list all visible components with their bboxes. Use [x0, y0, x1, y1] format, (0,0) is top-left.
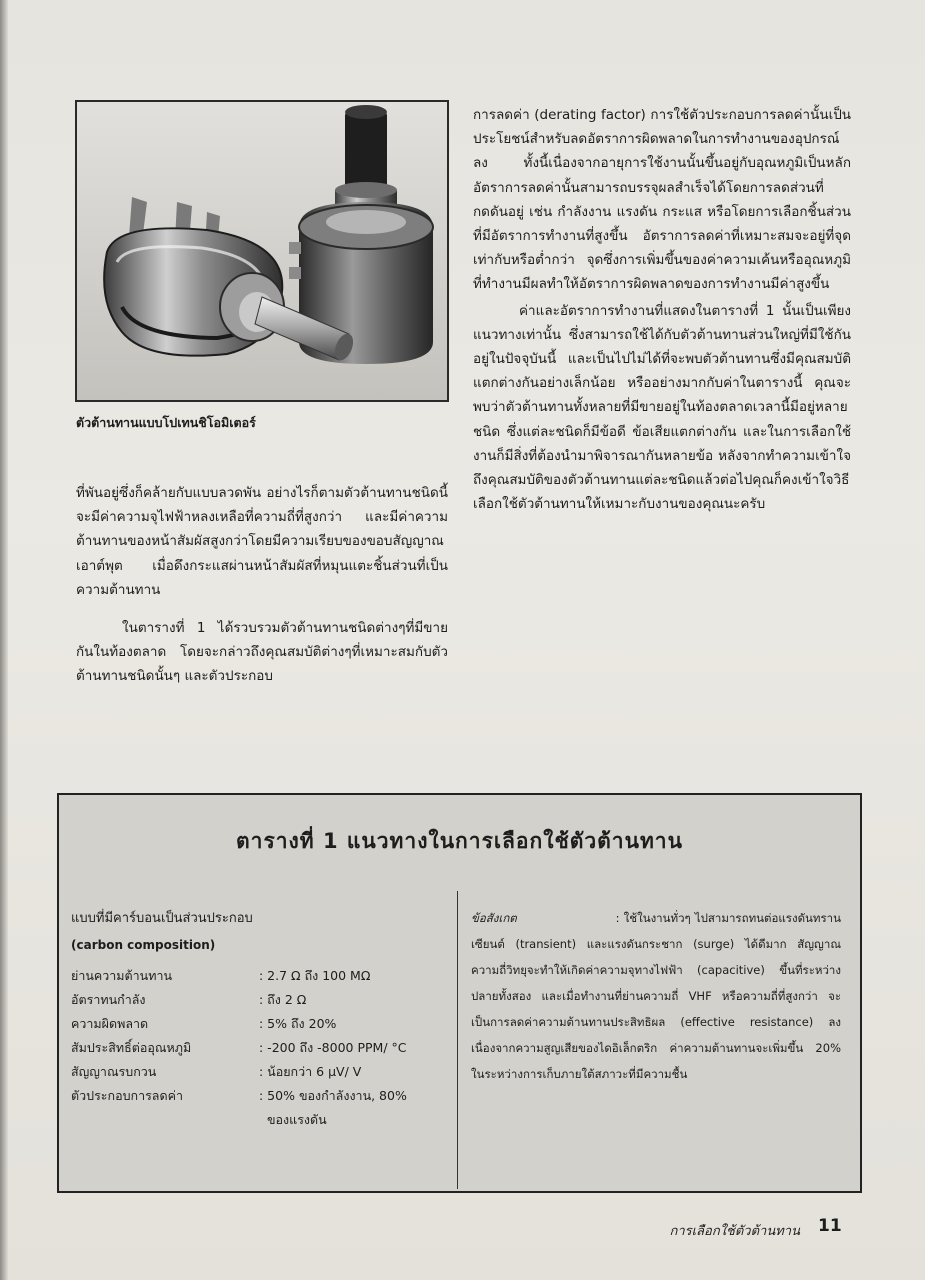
spec-value: : 5% ถึง 20% — [259, 1016, 337, 1031]
notes-panel — [471, 905, 841, 1087]
spec-value: : 2.7 Ω ถึง 100 MΩ — [259, 968, 371, 983]
right-text-column — [473, 103, 851, 516]
spec-value: : น้อยกว่า 6 μV/ V — [259, 1064, 362, 1079]
spec-row — [71, 1084, 456, 1108]
spec-row — [71, 988, 456, 1012]
spec-label: สัมประสิทธิ์ต่ออุณหภูมิ — [71, 1040, 192, 1055]
paragraph: ค่าและอัตราการทำงานที่แสดงในตารางที่ 1 นั้นเป็นเพียงแนวทางเท่านั้น ซึ่งสามารถใช้ได้กับตัวต้านทานส่วนใหญ่ที่มีใช้กันอยู่ในปัจจุบันนี้ และเป็นไปไม่ได้ที่จะพบตัวต้านทานซึ่งมีคุณสมบัติแตกต่างกันอย่างเล็กน้อย หรืออย่างมากกับค่าในตารางนี้ คุณจะพบว่าตัวต้านทานทั้งหลายที่มีขายอยู่ในท้องตลาดเวลานี้มีอยู่หลายชนิด ซึ่งแต่ละชนิดก็มีข้อดี ข้อเสียแตกต่างกัน และในการเลือกใช้งานก็มีสิ่งที่ต้องนำมาพิจารณากันหลายข้อ หลังจากทำความเข้าใจถึงคุณสมบัติของตัวต้านทานแต่ละชนิดแล้วต่อไปคุณก็คงเข้าใจวิธีเลือกใช้ตัวต้านทานให้เหมาะกับงานของคุณนะครับ — [473, 302, 851, 513]
paragraph: ในตารางที่ 1 ได้รวบรวมตัวต้านทานชนิดต่างๆที่มีขายกันในท้องตลาด โดยจะกล่าวถึงคุณสมบัติต่างๆที่เหมาะสมกับตัวต้านทานชนิดนั้นๆ และตัวประกอบ — [76, 620, 448, 685]
page-number: 11 — [818, 1216, 842, 1236]
notes-label: ข้อสังเกต — [471, 911, 517, 925]
paragraph: ที่พันอยู่ซึ่งก็คล้ายกับแบบลวดพัน อย่างไรก็ตามตัวต้านทานชนิดนี้จะมีค่าความจุไฟฟ้าหลงเหลือที่ความถี่ที่สูงกว่า และมีค่าความต้านทานของหน้าสัมผัสสูงกว่าโดยมีความเรียบของขอบสัญญาณเอาต์พุต เมื่อดึงกระแสผ่านหน้าสัมผัสที่หมุนแตะชิ้นส่วนที่เป็นความต้านทาน — [76, 485, 448, 598]
photo-caption: ตัวต้านทานแบบโปเทนชิโอมิเตอร์ — [76, 415, 256, 430]
spec-label: ความผิดพลาด — [71, 1016, 149, 1031]
table-title: ตารางที่ 1 แนวทางในการเลือกใช้ตัวต้านทาน — [236, 829, 683, 853]
running-title: การเลือกใช้ตัวต้านทาน — [669, 1224, 800, 1239]
paragraph: การลดค่า (derating factor) การใช้ตัวประกอบการลดค่านั้นเป็นประโยชน์สำหรับลดอัตราการผิดพลาดในการทำงานของอุปกรณ์ลง ทั้งนี้เนื่องจากอายุการใช้งานนั้นขึ้นอยู่กับอุณหภูมิเป็นหลัก อัตราการลดค่านั้นสามารถบรรจุผลสำเร็จได้โดยการลดส่วนที่กดดันอยู่ เช่น กำลังงาน แรงดัน กระแส หรือโดยการเลือกชิ้นส่วนที่มีอัตราการทำงานที่สูงขึ้น อัตราการลดค่าที่เหมาะสมจะอยู่ที่จุดเท่ากับหรือต่ำกว่า จุดซึ่งการเพิ่มขึ้นของค่าความเค้นหรืออุณหภูมิที่ทำงานมีผลทำให้อัตราการผิดพลาดของการทำงานมีค่าสูงขึ้น — [473, 107, 851, 293]
spec-label: ย่านความต้านทาน — [71, 968, 173, 983]
page-edge-shadow — [0, 0, 8, 1280]
left-text-column — [76, 481, 448, 689]
resistor-type-heading: แบบที่มีคาร์บอนเป็นส่วนประกอบ — [71, 911, 253, 926]
spec-row — [71, 1036, 456, 1060]
spec-value: : ถึง 2 Ω — [259, 992, 307, 1007]
spec-panel — [71, 895, 456, 1132]
potentiometer-photo — [75, 100, 449, 402]
spec-label: อัตราทนกำลัง — [71, 992, 146, 1007]
spec-value-continuation: ของแรงดัน — [267, 1112, 327, 1127]
potentiometer-illustration — [77, 102, 447, 400]
spec-row — [71, 1060, 456, 1084]
spec-row — [71, 1012, 456, 1036]
resistor-type-subheading: (carbon composition) — [71, 938, 216, 952]
spec-value: : 50% ของกำลังงาน, 80% — [259, 1088, 407, 1103]
spec-label: สัญญาณรบกวน — [71, 1064, 157, 1079]
spec-row — [71, 964, 456, 988]
table-1-box — [57, 793, 862, 1193]
spec-value: : -200 ถึง -8000 PPM/ °C — [259, 1040, 407, 1055]
column-divider — [457, 891, 458, 1189]
notes-text: : ใช้ในงานทั่วๆ ไปสามารถทนต่อแรงดันทรานเซียนต์ (transient) และแรงดันกระชาก (surge) ได้ดีมาก สัญญาณความถี่วิทยุจะทำให้เกิดค่าความจุทางไฟฟ้า (capacitive) ขึ้นที่ระหว่างปลายทั้งสอง และเมื่อทำงานที่ย่านความถี่ VHF หรือความถี่ที่สูงกว่า จะเป็นการลดค่าความต้านทานประสิทธิผล (effective resistance) ลง เนื่องจากความสูญเสียของไดอิเล็กตริก ค่าความต้านทานจะเพิ่มขึ้น 20% ในระหว่างการเก็บภายใต้สภาวะที่มีความชื้น — [471, 911, 841, 1081]
spec-label: ตัวประกอบการลดค่า — [71, 1088, 183, 1103]
